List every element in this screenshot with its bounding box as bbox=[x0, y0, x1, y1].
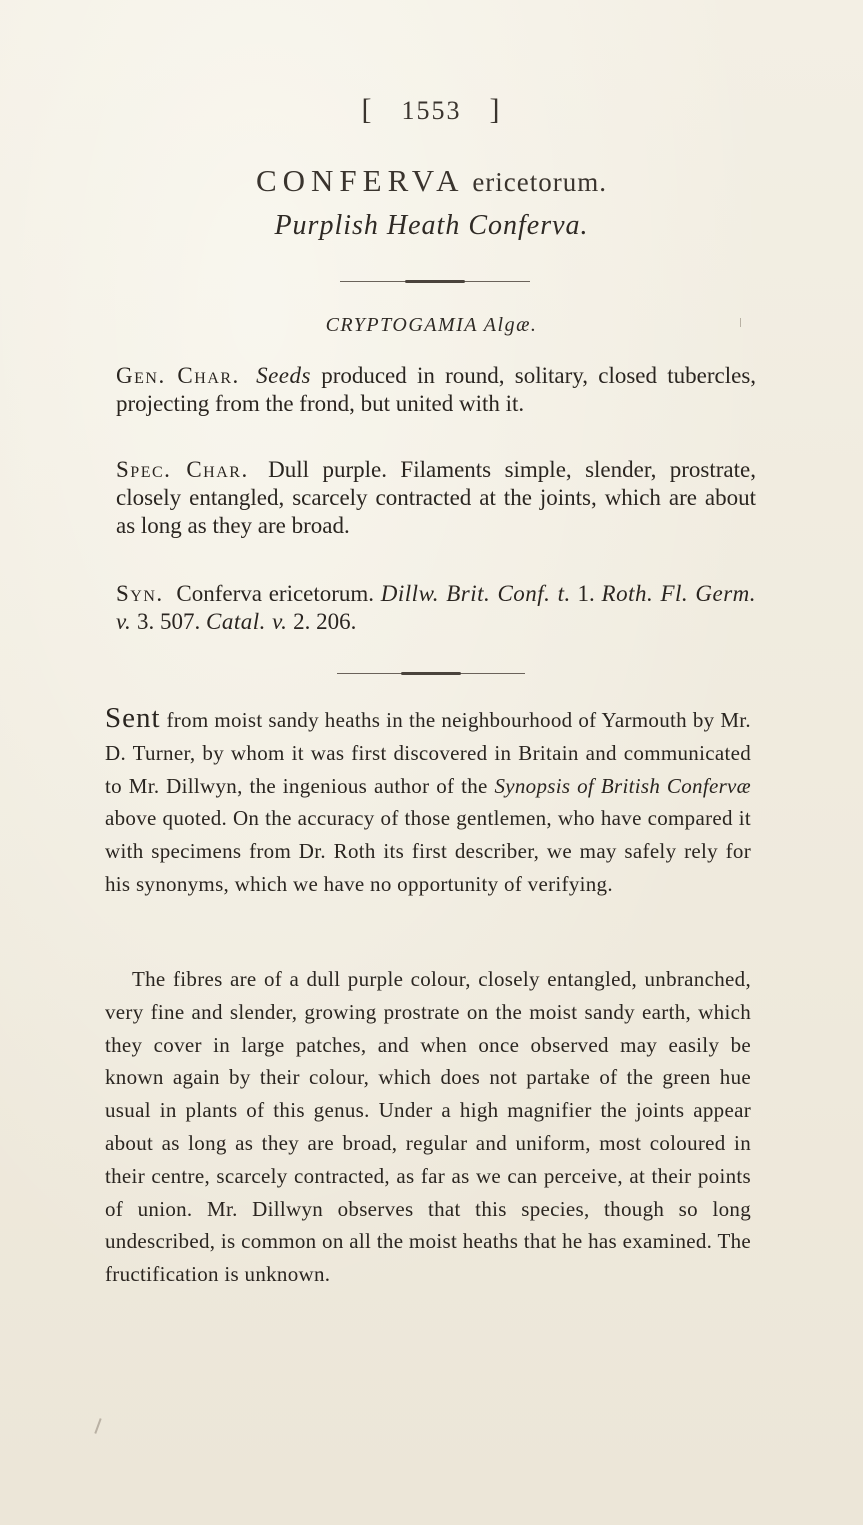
plate-number: 1553 bbox=[401, 96, 462, 125]
syn-name: Conferva ericetorum. bbox=[176, 581, 375, 606]
synonymy bbox=[116, 580, 756, 636]
paragraph-1 bbox=[105, 702, 751, 901]
syn-ref3: Catal. v. bbox=[206, 609, 288, 634]
bracket-close: ] bbox=[489, 93, 502, 126]
genus-name: CONFERVA bbox=[255, 163, 465, 198]
generic-character bbox=[116, 362, 756, 418]
paragraph-2: The fibres are of a dull purple colour, closely entangled, unbranched, very fine and slender, growing prostrate on the moist sandy earth, which they cover in large patches, and when once observed may easily be known again by their colour, which does not partake of the green hue usual in plants of this genus. Under a high magnifier the joints appear about as long as they are broad, regular and uniform, most coloured in their centre, scarcely contracted, as far as we can perceive, at their points of union. Mr. Dillwyn observes that this species, though so long undescribed, is common on all the moist heaths that he has examined. The fructification is unknown. bbox=[105, 967, 751, 1287]
paragraph-1-text-a: from moist sandy heaths in the neighbourhood of Yarmouth by Mr. D. Turner, by whom it was first discovered in Britain and communicated to Mr. Dillwyn, the ingenious author of the bbox=[105, 708, 751, 798]
syn-ref3-num: 2. 206. bbox=[293, 609, 357, 634]
divider-rule-bottom bbox=[337, 673, 525, 674]
gen-char-label: Gen. Char. bbox=[116, 363, 240, 388]
paragraph-1-italic: Synopsis of British Confervæ bbox=[494, 773, 751, 798]
plate-number-line bbox=[0, 93, 863, 127]
paragraph-1-text-b: above quoted. On the accuracy of those gentlemen, who have compared it with specimens from Dr. Roth its first describer, we may safely rely for his synonyms, which we have no opportunity of verifying. bbox=[105, 806, 751, 896]
spec-char-text: Dull purple. Filaments simple, slender, prostrate, closely entangled, scarcely contracted at the joints, which are about as long as they are broad. bbox=[116, 457, 756, 538]
divider-ornament bbox=[401, 672, 461, 675]
dropcap-word: Sent bbox=[105, 702, 161, 734]
bracket-open: [ bbox=[361, 93, 374, 126]
specific-character bbox=[116, 456, 756, 540]
paper-mark bbox=[740, 318, 741, 327]
species-name: ericetorum. bbox=[472, 167, 608, 197]
syn-ref1-num: 1. bbox=[577, 581, 595, 606]
syn-ref2: Roth. Fl. Germ. v. bbox=[116, 581, 756, 634]
gen-char-emph: Seeds bbox=[256, 363, 311, 388]
syn-ref1: Dillw. Brit. Conf. t. bbox=[380, 581, 571, 606]
divider-ornament bbox=[405, 280, 465, 283]
gen-char-text: produced in round, solitary, closed tubercles, projecting from the frond, but united with it. bbox=[116, 363, 757, 416]
spec-char-label: Spec. Char. bbox=[116, 457, 249, 482]
syn-ref2-num: 3. 507. bbox=[137, 609, 201, 634]
species-title bbox=[0, 163, 863, 199]
syn-label: Syn. bbox=[116, 581, 164, 606]
divider-rule-top bbox=[340, 281, 530, 282]
paper-mark bbox=[94, 1418, 101, 1434]
common-name: Purplish Heath Conferva. bbox=[274, 210, 589, 241]
classification: CRYPTOGAMIA Algæ. bbox=[325, 314, 538, 336]
